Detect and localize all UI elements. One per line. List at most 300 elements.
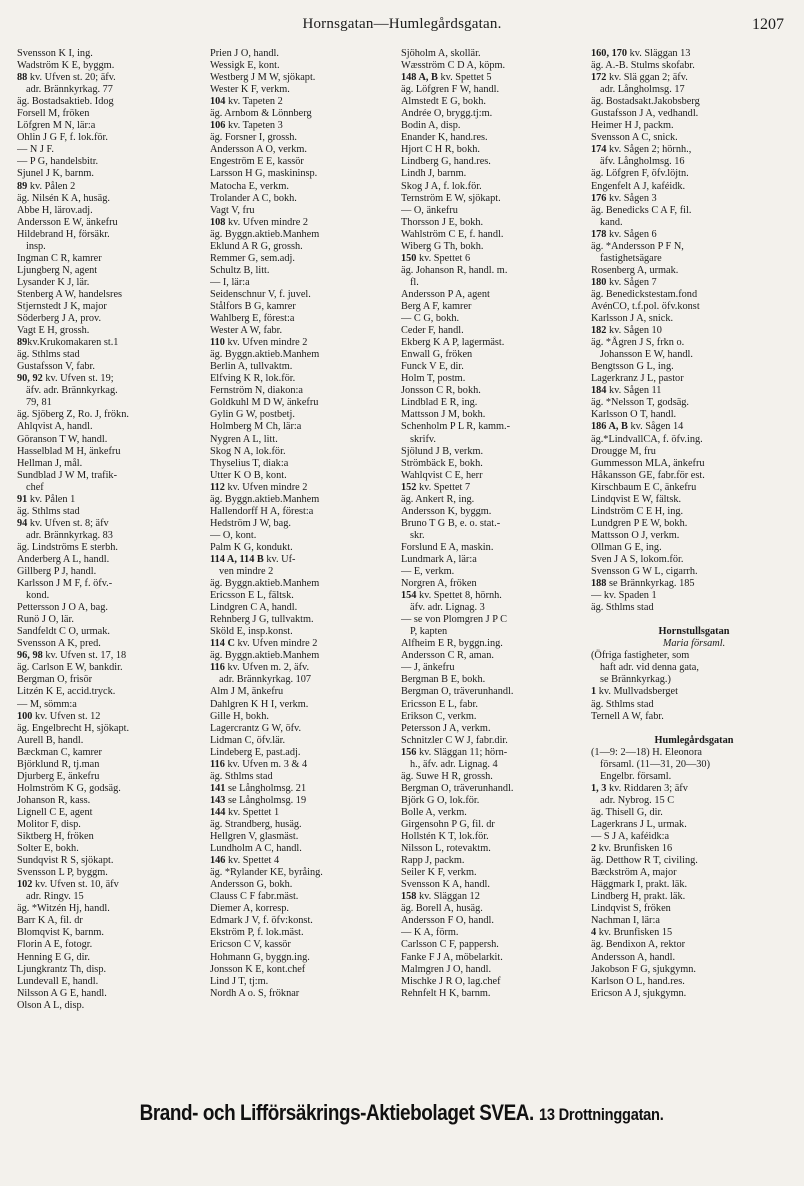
directory-line: Ternell A W, fabr. <box>591 710 664 722</box>
directory-line: Henning E G, dir. <box>17 951 90 963</box>
directory-line: — N J F. <box>17 144 54 156</box>
directory-line: Sjunel J K, barnm. <box>17 168 94 180</box>
directory-line: 108 kv. Ufven mindre 2 <box>210 216 308 228</box>
directory-line: Bodin A, disp. <box>401 120 461 132</box>
directory-line: Enwall G, fröken <box>401 349 473 361</box>
directory-line: Vagt V, fru <box>210 204 255 216</box>
directory-line: Seidenschnur V, f. juvel. <box>210 288 311 300</box>
directory-line: (1—9: 2—18) H. Eleonora <box>591 746 702 758</box>
directory-line: Remmer G, sem.adj. <box>210 252 295 264</box>
directory-line: Fernström N, diakon:a <box>210 385 303 397</box>
directory-line: Lindeberg E, past.adj. <box>210 746 301 758</box>
directory-line: Dahlgren K H I, verkm. <box>210 698 309 710</box>
directory-line: Lindh J, barnm. <box>401 168 467 180</box>
directory-line: 156 kv. Släggan 11; hörn- <box>401 746 508 758</box>
directory-line: äg. Carlson E W, bankdir. <box>17 662 123 674</box>
directory-line: äg. *Rylander KE, byråing. <box>210 867 323 879</box>
directory-line: 2 kv. Brunfisken 16 <box>591 843 673 855</box>
directory-line: äg. Löfgren F W, handl. <box>401 84 500 96</box>
directory-line: 110 kv. Ufven mindre 2 <box>210 337 308 349</box>
directory-line: Holmström K G, godsäg. <box>17 782 121 794</box>
directory-line: 116 kv. Ufven m. 2, äfv. <box>210 662 310 674</box>
directory-line: äg. Byggn.aktieb.Manhem <box>210 650 320 662</box>
ad-company: Brand- och Lifförsäkrings-Aktiebolaget SVEA. <box>140 1100 535 1125</box>
directory-line: församl. (11—31, 20—30) <box>600 758 711 770</box>
directory-line <box>591 614 797 626</box>
directory-line: Svensson A K, pred. <box>17 638 101 650</box>
directory-line: 182 kv. Sågen 10 <box>591 325 662 337</box>
directory-line: — kv. Spaden 1 <box>591 590 657 602</box>
directory-line: äg. Sthlms stad <box>591 602 654 614</box>
directory-line: Gustafsson V, fabr. <box>17 361 95 373</box>
directory-line: 89 kv. Pålen 2 <box>17 180 76 192</box>
directory-line: Siktberg H, fröken <box>17 831 94 843</box>
column-4 <box>591 48 797 1000</box>
column-2 <box>210 48 400 1000</box>
directory-line: 146 kv. Spettet 4 <box>210 855 280 867</box>
directory-line: äg. Arnbom & Lönnberg <box>210 108 312 120</box>
directory-line: Sandfeldt C O, urmak. <box>17 626 110 638</box>
directory-line: Sven J A S, lokom.för. <box>591 553 684 565</box>
directory-line: Karlsson J M F, f. öfv.- <box>17 578 113 590</box>
directory-line: Enander K, hand.res. <box>401 132 488 144</box>
directory-line: Berlin A, tullvaktm. <box>210 361 293 373</box>
directory-line: Hasselblad M H, änkefru <box>17 445 121 457</box>
directory-line: Håkansson GE, fabr.för est. <box>591 469 705 481</box>
directory-line: Lagercrantz G W, öfv. <box>210 722 302 734</box>
directory-line: Svensson K A, handl. <box>401 879 490 891</box>
directory-line: Engeström E E, kassör <box>210 156 304 168</box>
directory-line: äg. Detthow R T, civiling. <box>591 855 698 867</box>
directory-line: Lundmark A, lär:a <box>401 553 477 565</box>
directory-line: 104 kv. Tapeten 2 <box>210 96 283 108</box>
directory-line: Engelbr. församl. <box>600 770 672 782</box>
directory-line: Ollman G E, ing. <box>591 541 662 553</box>
directory-line: Johanson R, kass. <box>17 794 91 806</box>
directory-line: — se von Plomgren J P C <box>401 614 508 626</box>
directory-line: Ljungberg N, agent <box>17 264 98 276</box>
directory-line: äg. *Andersson P F N, <box>591 240 684 252</box>
directory-line: Nachman I, lär:a <box>591 915 660 927</box>
directory-line: Lagerkranz J L, pastor <box>591 373 684 385</box>
directory-line: äg. Sjöberg Z, Ro. J, frökn. <box>17 409 129 421</box>
directory-line: äfv. Långholmsg. 16 <box>600 156 685 168</box>
column-3 <box>401 48 589 1000</box>
directory-line: Bæckman C, kamrer <box>17 746 102 758</box>
directory-line: Nilsson A G E, handl. <box>17 987 107 999</box>
directory-line: Solter E, bokh. <box>17 843 79 855</box>
directory-line: Lind J T, tj:m. <box>210 975 269 987</box>
directory-line: 100 kv. Ufven st. 12 <box>17 710 101 722</box>
directory-line: chef <box>26 481 44 493</box>
directory-line: Matocha E, verkm. <box>210 180 289 192</box>
directory-line: — E, verkm. <box>401 566 455 578</box>
directory-line: — O, kont. <box>210 529 257 541</box>
directory-line: Andrée O, brygg.tj:m. <box>401 108 493 120</box>
directory-line: äg. Forsner I, grossh. <box>210 132 297 144</box>
directory-line: Ekström P, f. lok.mäst. <box>210 927 304 939</box>
directory-line: Jonsson C R, bokh. <box>401 385 481 397</box>
directory-line: Mattsson J M, bokh. <box>401 409 486 421</box>
directory-line: fl. <box>410 276 419 288</box>
directory-line: Ingman C R, kamrer <box>17 252 102 264</box>
directory-line: Gummesson MLA, änkefru <box>591 457 705 469</box>
directory-line: 112 kv. Ufven mindre 2 <box>210 481 308 493</box>
directory-line: Lundevall E, handl. <box>17 975 99 987</box>
directory-line: se Brännkyrkag.) <box>600 674 671 686</box>
directory-line: adr. Brännkyrkag. 77 <box>26 84 113 96</box>
directory-line: Rapp J, packm. <box>401 855 465 867</box>
directory-line: äg. Bostadsakt.Jakobsberg <box>591 96 700 108</box>
directory-line: Wester A W, fabr. <box>210 325 283 337</box>
directory-line: Strömbäck E, bokh. <box>401 457 483 469</box>
directory-line: Engenfelt A J, kaféidk. <box>591 180 686 192</box>
directory-line: Rosenberg A, urmak. <box>591 264 679 276</box>
directory-line: Wahlqvist C E, herr <box>401 469 483 481</box>
directory-line: Mattsson O J, verkm. <box>591 529 680 541</box>
directory-line: Clauss C F fabr.mäst. <box>210 891 299 903</box>
directory-line: Schenholm P L R, kamm.- <box>401 421 511 433</box>
directory-line: — J, änkefru <box>401 662 455 674</box>
directory-line: insp. <box>26 240 46 252</box>
directory-line: — C G, bokh. <box>401 313 460 325</box>
directory-line: Sjöholm A, skollär. <box>401 48 481 59</box>
directory-line: äg. Sthlms stad <box>17 349 80 361</box>
directory-line: äfv. adr. Brännkyrkag. <box>26 385 118 397</box>
directory-line: Litzén K E, accid.tryck. <box>17 686 116 698</box>
directory-line: Djurberg E, änkefru <box>17 770 100 782</box>
directory-line: Mischke J R O, lag.chef <box>401 975 501 987</box>
directory-line: Florin A E, fotogr. <box>17 939 93 951</box>
column-1 <box>17 48 207 1012</box>
footer-ad <box>140 1100 664 1126</box>
directory-line: Bæckström A, major <box>591 867 677 879</box>
directory-line: 158 kv. Släggan 12 <box>401 891 480 903</box>
directory-line: Stjernstedt J K, major <box>17 300 107 312</box>
directory-line: Alfheim E R, byggn.ing. <box>401 638 503 650</box>
directory-line: äg. Benedicks C A F, fil. <box>591 204 692 216</box>
directory-line: Ericson C V, kassör <box>210 939 291 951</box>
directory-line: Wæsström C D A, köpm. <box>401 60 506 72</box>
directory-line: äg. Byggn.aktieb.Manhem <box>210 349 320 361</box>
directory-line: 178 kv. Sågen 6 <box>591 228 657 240</box>
directory-line: — P G, handelsbitr. <box>17 156 99 168</box>
directory-line: Ericsson E L, fabr. <box>401 698 478 710</box>
directory-line: 4 kv. Brunfisken 15 <box>591 927 673 939</box>
directory-line: äg. Bendixon A, rektor <box>591 939 686 951</box>
directory-line: 79, 81 <box>26 397 52 409</box>
directory-line: Andersson F O, handl. <box>401 915 494 927</box>
ad-address: 13 Drottninggatan. <box>539 1105 664 1124</box>
directory-line: Björk G O, lok.för. <box>401 794 480 806</box>
directory-line: 96, 98 kv. Ufven st. 17, 18 <box>17 650 127 662</box>
directory-line: Hallendorff H A, förest:a <box>210 505 314 517</box>
directory-line: 184 kv. Sågen 11 <box>591 385 662 397</box>
directory-line: Schnitzler C W J, fabr.dir. <box>401 734 508 746</box>
directory-line: Bruno T G B, e. o. stat.- <box>401 517 501 529</box>
directory-line: 144 kv. Spettet 1 <box>210 806 280 818</box>
directory-line: 180 kv. Sågen 7 <box>591 276 657 288</box>
directory-line: Lagerkrans J L, urmak. <box>591 819 687 830</box>
directory-line: Lindström C E H, ing. <box>591 505 684 517</box>
directory-line: Sjölund J B, verkm. <box>401 445 484 457</box>
directory-line: Hildebrand H, försäkr. <box>17 228 110 240</box>
directory-line: Pettersson J O A, bag. <box>17 602 108 614</box>
directory-line: Nygren A L, litt. <box>210 433 278 445</box>
directory-line: 152 kv. Spettet 7 <box>401 481 471 493</box>
directory-line: 91 kv. Pålen 1 <box>17 493 76 505</box>
directory-line: Bergman B E, bokh. <box>401 674 486 686</box>
directory-line: 188 se Brännkyrkag. 185 <box>591 578 695 590</box>
directory-line: Gillberg P J, handl. <box>17 566 97 578</box>
directory-line: Skog N A, lok.för. <box>210 445 286 457</box>
directory-line: äg. Byggn.aktieb.Manhem <box>210 228 320 240</box>
directory-line: 94 kv. Ufven st. 8; äfv <box>17 517 109 529</box>
directory-line: äg. Byggn.aktieb.Manhem <box>210 578 320 590</box>
directory-line: Schultz B, litt. <box>210 264 270 276</box>
directory-line: Lindberg G, hand.res. <box>401 156 491 168</box>
directory-line: Alm J M, änkefru <box>210 686 284 698</box>
directory-line: 90, 92 kv. Ufven st. 19; <box>17 373 114 385</box>
directory-line: Holm T, postm. <box>401 373 466 385</box>
directory-line: Holmberg M Ch, lär:a <box>210 421 302 433</box>
directory-line: Nordh A o. S, fröknar <box>210 987 300 999</box>
directory-line: Svensson G W L, cigarrh. <box>591 566 698 578</box>
directory-line: Gylin G W, postbetj. <box>210 409 295 421</box>
directory-line: 114 C kv. Ufven mindre 2 <box>210 638 318 650</box>
directory-line: Blomqvist K, barnm. <box>17 927 104 939</box>
directory-line: Girgensohn P G, fil. dr <box>401 819 495 830</box>
directory-line: äg. A.-B. Stulms skofabr. <box>591 60 695 72</box>
directory-line: Fanke F J A, möbelarkit. <box>401 951 503 963</box>
directory-line: Goldkuhl M D W, änkefru <box>210 397 319 409</box>
directory-line: (Öfriga fastigheter, som <box>591 650 690 662</box>
directory-line: Ceder F, handl. <box>401 325 464 337</box>
directory-line: Rehnberg J G, tullvaktm. <box>210 614 314 626</box>
directory-line: 174 kv. Sågen 2; hörnh., <box>591 144 692 156</box>
directory-line: Forslund E A, maskin. <box>401 541 494 553</box>
directory-line: äg. *Nelsson T, godsäg. <box>591 397 690 409</box>
directory-line: Thorsson J E, bokh. <box>401 216 484 228</box>
directory-line: adr. Brännkyrkag. 83 <box>26 529 113 541</box>
directory-line: äg. Ankert R, ing. <box>401 493 475 505</box>
directory-line: Humlegårdsgatan <box>654 734 734 746</box>
directory-line: adr. Brännkyrkag. 107 <box>219 674 312 686</box>
directory-line: Vagt E H, grossh. <box>17 325 90 337</box>
advertisement-footer <box>0 1100 804 1132</box>
directory-line: adr. Ringv. 15 <box>26 891 84 903</box>
directory-line: Hornstullsgatan <box>658 626 730 638</box>
directory-line: Heimer H J, packm. <box>591 120 674 132</box>
directory-line: Sköld E, insp.konst. <box>210 626 293 638</box>
directory-line: äg.*LindvallCA, f. öfv.ing. <box>591 433 703 445</box>
directory-line: Maria församl. <box>662 638 726 650</box>
directory-line: Andersson K, byggm. <box>401 505 492 517</box>
directory-line: Hohmann G, byggn.ing. <box>210 951 310 963</box>
directory-line: 160, 170 kv. Släggan 13 <box>591 48 691 59</box>
directory-line: Andersson E W, änkefru <box>17 216 118 228</box>
directory-line: Trolander A C, bokh. <box>210 192 297 204</box>
directory-line: Lysander K J, lär. <box>17 276 90 288</box>
directory-line: äg. Byggn.aktieb.Manhem <box>210 493 320 505</box>
directory-line: äg. Johanson R, handl. m. <box>401 264 508 276</box>
directory-line: Jakobson F G, sjukgymn. <box>591 963 696 975</box>
directory-line: Ahlqvist A, handl. <box>17 421 93 433</box>
directory-line: Stålfors B G, kamrer <box>210 300 296 312</box>
directory-line: Wahlberg E, förest:a <box>210 313 295 325</box>
directory-line: 150 kv. Spettet 6 <box>401 252 471 264</box>
directory-line: Utter K O B, kont. <box>210 469 287 481</box>
directory-line: Lidman C, öfv.lär. <box>210 734 286 746</box>
directory-line: 148 A, B kv. Spettet 5 <box>401 72 492 84</box>
directory-line: Karlson O L, hand.res. <box>591 975 685 987</box>
directory-line: 1 kv. Mullvadsberget <box>591 686 678 698</box>
directory-line: Lindqvist E W, fältsk. <box>591 493 682 505</box>
directory-line: Löfgren M N, lär:a <box>17 120 96 132</box>
directory-columns <box>17 48 797 1088</box>
directory-line: Lindberg H, prakt. läk. <box>591 891 686 903</box>
directory-line: 88 kv. Ufven st. 20; äfv. <box>17 72 116 84</box>
directory-line: Andersson P A, agent <box>401 288 490 300</box>
directory-line: Göranson T W, handl. <box>17 433 108 445</box>
directory-line: äg. Sthlms stad <box>17 505 80 517</box>
directory-line: äg. Sthlms stad <box>210 770 273 782</box>
directory-line: äg. *Witzén Hj, handl. <box>17 903 110 915</box>
directory-line: äg. Thisell G, dir. <box>591 806 663 818</box>
directory-line: Wiberg G Th, bokh. <box>401 240 484 252</box>
page-header <box>0 12 804 36</box>
directory-line: Svensson A C, snick. <box>591 132 678 144</box>
directory-line: Olson A L, disp. <box>17 999 85 1011</box>
directory-line: Norgren A, fröken <box>401 578 477 590</box>
directory-line: äg. Strandberg, husäg. <box>210 819 302 830</box>
directory-line: Hellgren V, glasmäst. <box>210 831 299 843</box>
directory-line: — K A, förm. <box>401 927 459 939</box>
directory-line: Barr K A, fil. dr <box>17 915 83 927</box>
directory-line: Ericsson E L, fältsk. <box>210 590 294 602</box>
directory-line: 89kv.Krukomakaren st.1 <box>17 337 119 349</box>
directory-line: äg. Nilsén K A, husäg. <box>17 192 110 204</box>
directory-line: Andersson G, bokh. <box>210 879 293 891</box>
directory-line: Karlsson O T, handl. <box>591 409 677 421</box>
directory-line: haft adr. vid denna gata, <box>600 662 699 674</box>
directory-line: Andersson C R, aman. <box>401 650 494 662</box>
directory-line: Abbe H, lärov.adj. <box>17 204 93 216</box>
directory-line: äg. Borell A, husäg. <box>401 903 483 915</box>
directory-line: Björklund R, tj.man <box>17 758 100 770</box>
directory-line: äfv. adr. Lignag. 3 <box>410 602 485 614</box>
directory-line: Ljungkrantz Th, disp. <box>17 963 107 975</box>
directory-line: Westberg J M W, sjökapt. <box>210 72 316 84</box>
directory-line: Stenberg A W, handelsres <box>17 288 123 300</box>
directory-line: 102 kv. Ufven st. 10, äfv <box>17 879 119 891</box>
directory-line: — O, änkefru <box>401 204 458 216</box>
directory-line: Thyselius T, diak:a <box>210 457 289 469</box>
directory-line: Wessigk E, kont. <box>210 60 280 72</box>
directory-line: Lindblad E R, ing. <box>401 397 478 409</box>
directory-line: äg. Lindströms E sterbh. <box>17 541 118 553</box>
directory-line: Erikson C, verkm. <box>401 710 477 722</box>
directory-line: skr. <box>410 529 425 541</box>
directory-line: äg. Suwe H R, grossh. <box>401 770 493 782</box>
directory-line: Anderberg A L, handl. <box>17 553 110 565</box>
directory-line: äg. Sthlms stad <box>591 698 654 710</box>
directory-line: skrifv. <box>410 433 436 445</box>
directory-line: 116 kv. Ufven m. 3 & 4 <box>210 758 308 770</box>
directory-line: Diemer A, korresp. <box>210 903 289 915</box>
directory-line: Petersson J A, verkm. <box>401 722 491 734</box>
directory-line: Palm K G, kondukt. <box>210 541 293 553</box>
directory-line: Bergman O, träverunhandl. <box>401 686 514 698</box>
directory-line: Forsell M, fröken <box>17 108 90 120</box>
directory-line: 172 kv. Slä ggan 2; äfv. <box>591 72 688 84</box>
directory-line: Sundqvist R S, sjökapt. <box>17 855 114 867</box>
directory-line: adr. Långholmsg. 17 <box>600 84 685 96</box>
directory-line: Edmark J V, f. öfv:konst. <box>210 915 313 927</box>
directory-line: Berg A F, kamrer <box>401 300 472 312</box>
directory-line: Sundblad J W M, trafik- <box>17 469 118 481</box>
page-number: 1207 <box>752 16 784 33</box>
directory-line: Lignell C E, agent <box>17 806 93 818</box>
directory-line: Funck V E, dir. <box>401 361 464 373</box>
directory-line: Svensson K I, ing. <box>17 48 93 59</box>
directory-line <box>591 723 797 735</box>
directory-line: Seiler K F, verkm. <box>401 867 477 879</box>
directory-line: Carlsson C F, pappersh. <box>401 939 499 951</box>
directory-line: 154 kv. Spettet 8, hörnh. <box>401 590 502 602</box>
directory-line: Bengtsson G L, ing. <box>591 361 674 373</box>
directory-line: kand. <box>600 216 623 228</box>
directory-line: Ericson A J, sjukgymn. <box>591 987 687 999</box>
directory-line: 176 kv. Sågen 3 <box>591 192 657 204</box>
directory-line: fastighetsägare <box>600 252 662 264</box>
directory-line: Hjort C H R, bokh. <box>401 144 480 156</box>
directory-line: Svensson L P, byggm. <box>17 867 108 879</box>
directory-line: Kirschbaum E C, änkefru <box>591 481 697 493</box>
directory-line: Eklund A R G, grossh. <box>210 240 303 252</box>
directory-line: AvénCO, t.f.pol. öfv.konst <box>591 300 700 312</box>
directory-line: Skog J A, f. lok.för. <box>401 180 482 192</box>
directory-line: 143 se Långholmsg. 19 <box>210 794 307 806</box>
directory-line: Gustafsson J A, vedhandl. <box>591 108 699 120</box>
directory-line: Wahlström C E, f. handl. <box>401 228 504 240</box>
directory-line: Lindqvist S, fröken <box>591 903 671 915</box>
directory-line: Andersson A, handl. <box>591 951 676 963</box>
directory-line: Johansson E W, handl. <box>600 349 693 361</box>
directory-line: Wadström K E, byggm. <box>17 60 115 72</box>
running-title: Hornsgatan—Humlegårdsgatan. <box>302 16 502 32</box>
directory-line: adr. Nybrog. 15 C <box>600 794 675 806</box>
directory-line: Söderberg J A, prov. <box>17 313 102 325</box>
directory-line: Lindgren C A, handl. <box>210 602 298 614</box>
directory-line: — M, sömm:a <box>17 698 77 710</box>
directory-line: ven mindre 2 <box>219 566 274 578</box>
directory-line: Häggmark I, prakt. läk. <box>591 879 688 891</box>
directory-line: äg. *Ågren J S, frkn o. <box>591 337 685 349</box>
directory-line: Andersson A O, verkm. <box>210 144 307 156</box>
directory-line: — I, lär:a <box>210 276 250 288</box>
directory-line: Molitor F, disp. <box>17 819 81 830</box>
directory-line: kond. <box>26 590 50 602</box>
directory-line: h., äfv. adr. Lignag. 4 <box>410 758 498 770</box>
directory-line: Hollstén K T, lok.för. <box>401 831 489 843</box>
directory-line: Malmgren J O, handl. <box>401 963 492 975</box>
directory-line: äg. Bostadsaktieb. Idog <box>17 96 114 108</box>
directory-line: Runö J O, lär. <box>17 614 74 626</box>
directory-line: Hellman J, mål. <box>17 457 83 469</box>
directory-line: Hedström J W, bag. <box>210 517 291 529</box>
directory-line: Elfving K R, lok.för. <box>210 373 296 385</box>
